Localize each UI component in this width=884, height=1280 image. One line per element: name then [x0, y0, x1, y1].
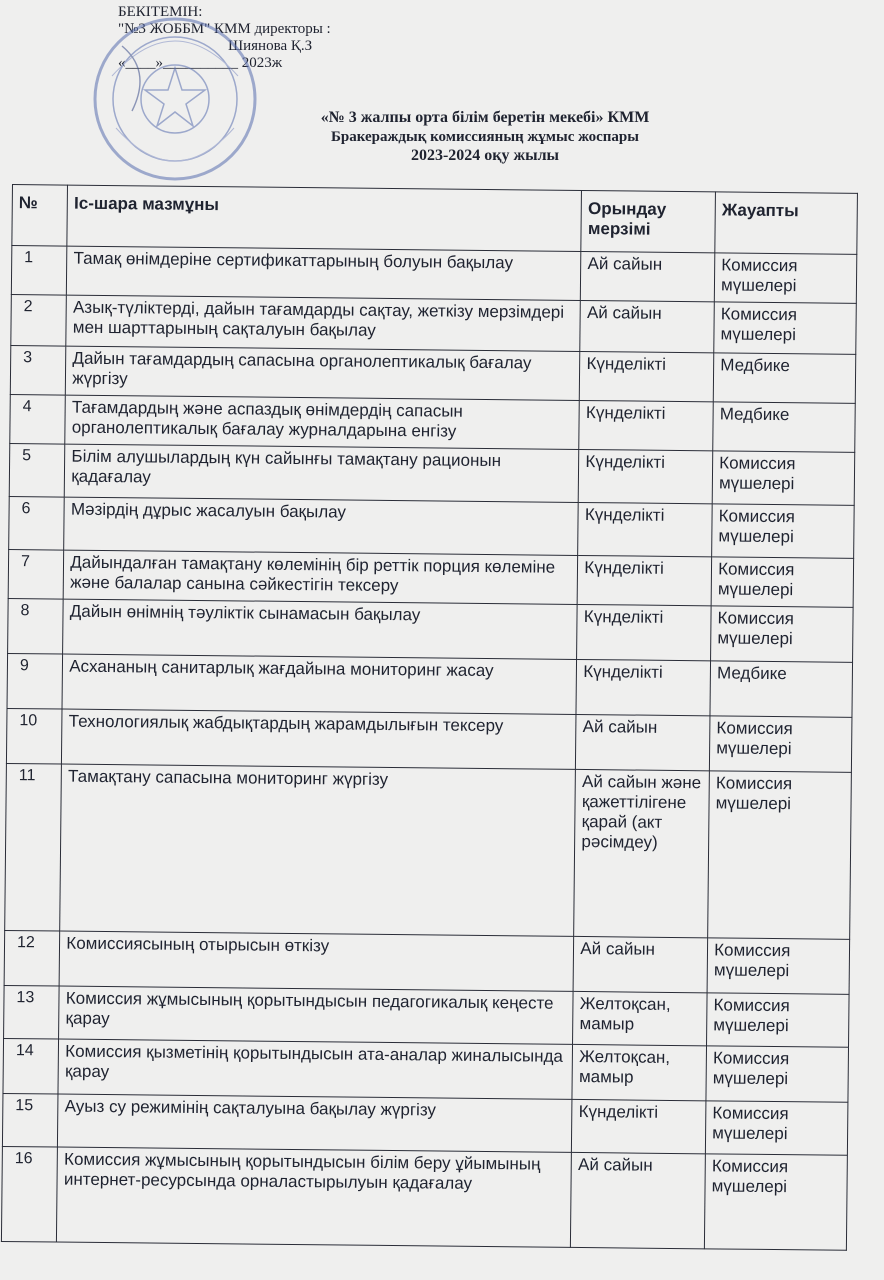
- row-task: Комиссия жұмысының қорытындысын педагогикалық кеңесте қарау: [59, 986, 574, 1044]
- row-number: 14: [3, 1038, 59, 1094]
- row-term: Күнделікті: [578, 502, 712, 556]
- row-task: Тамақтану сапасына мониторинг жүргізу: [60, 764, 576, 936]
- row-responsible: Комиссия мүшелері: [711, 606, 853, 662]
- row-number: 16: [1, 1146, 57, 1242]
- table-row: [8, 598, 854, 662]
- row-term: Ай сайын: [581, 251, 715, 301]
- column-header-task: Іс-шара мазмұны: [67, 185, 582, 251]
- row-responsible: Комиссия мүшелері: [707, 938, 849, 994]
- table-row: [9, 496, 855, 558]
- table-row: [4, 930, 850, 994]
- row-number: 9: [7, 653, 63, 709]
- row-term: Ай сайын: [580, 300, 714, 352]
- row-task: Білім алушылардың күн сайынғы тамақтану рационын қадағалау: [65, 444, 580, 502]
- approval-signature-line: Шиянова Қ.З: [228, 38, 313, 54]
- row-term: Ай сайын: [571, 1152, 706, 1248]
- table-row: [3, 1038, 849, 1102]
- table-row: [1, 1146, 847, 1250]
- row-term: Күнделікті: [577, 604, 711, 660]
- row-number: 8: [8, 598, 64, 654]
- table-row: [8, 549, 853, 607]
- row-term: Ай сайын және қажеттілігене қарай (акт рәсімдеу): [574, 769, 710, 937]
- work-plan-table: [1, 184, 858, 1251]
- row-responsible: Медбике: [713, 353, 855, 403]
- row-number: 6: [9, 496, 65, 550]
- approval-heading: БЕКІТЕМІН:: [118, 4, 203, 20]
- row-number: 2: [11, 294, 67, 346]
- row-term: Күнделікті: [572, 1099, 706, 1153]
- row-responsible: Медбике: [710, 661, 852, 717]
- row-task: Азық-түліктерді, дайын тағамдарды сақтау, жеткізу мерзімдері мен шарттарының сақталуын бақылау: [66, 295, 581, 351]
- row-term: Ай сайын: [573, 936, 707, 992]
- row-number: 11: [5, 763, 62, 931]
- row-task: Технологиялық жабдықтардың жарамдылығын тексеру: [62, 709, 577, 769]
- row-task: Дайын тағамдардың сапасына органолептикалық бағалау жүргізу: [66, 346, 581, 400]
- row-term: Күнделікті: [579, 449, 713, 503]
- column-header-term: Орындау мерзімі: [581, 190, 715, 252]
- row-task: Комиссиясының отырысын өткізу: [59, 931, 574, 991]
- table-row: [2, 1093, 848, 1155]
- table-row: [4, 985, 850, 1047]
- plan-subtitle: Бракераждық комиссияның жұмыс жоспары: [330, 129, 639, 145]
- row-task: Ауыз су режимінің сақталуына бақылау жүргізу: [58, 1094, 573, 1152]
- row-term: Күнделікті: [576, 659, 710, 715]
- row-term: Ай сайын: [576, 714, 710, 770]
- row-term: Күнделікті: [577, 555, 711, 605]
- row-responsible: Комиссия мүшелері: [707, 993, 849, 1047]
- document-header: [250, 108, 720, 166]
- row-number: 15: [2, 1093, 58, 1147]
- academic-year: 2023-2024 оқу жылы: [410, 147, 560, 164]
- table-row: [11, 294, 856, 354]
- table-row: [10, 345, 855, 403]
- table-row: [5, 763, 852, 939]
- row-task: Дайындалған тамақтану көлемінің бір реттік порция көлеміне және балалар санына сәйкестігін тексеру: [63, 550, 578, 604]
- row-task: Тамақ өнімдеріне сертификаттарының болуын бақылау: [67, 246, 582, 300]
- row-responsible: Комиссия мүшелері: [706, 1101, 848, 1155]
- table-row: [7, 653, 853, 717]
- row-responsible: Комиссия мүшелері: [705, 1154, 848, 1250]
- table-header-row: [12, 185, 858, 255]
- table-row: [11, 246, 856, 304]
- table-row: [9, 443, 855, 505]
- official-stamp-icon: [92, 16, 258, 182]
- row-task: Дайын өнімнің тәуліктік сынамасын бақылау: [63, 599, 578, 659]
- row-number: 1: [11, 246, 67, 296]
- row-responsible: Комиссия мүшелері: [708, 771, 852, 939]
- row-task: Комиссия қызметінің қорытындысын ата-аналар жиналысында қарау: [58, 1039, 573, 1099]
- row-responsible: Комиссия мүшелері: [712, 504, 854, 558]
- row-responsible: Комиссия мүшелері: [712, 451, 854, 505]
- row-term: Желтоқсан, мамыр: [572, 1044, 706, 1100]
- row-number: 4: [10, 394, 66, 444]
- row-term: Желтоқсан, мамыр: [573, 991, 707, 1045]
- row-responsible: Комиссия мүшелері: [710, 716, 852, 772]
- approval-org-line: "№3 ЖОББМ" КММ директоры :: [118, 21, 331, 37]
- row-number: 5: [9, 443, 65, 497]
- row-term: Күнделікті: [580, 351, 714, 401]
- row-responsible: Комиссия мүшелері: [714, 302, 856, 354]
- organization-title: «№ 3 жалпы орта білім беретін мекебі» КММ: [320, 109, 650, 126]
- row-responsible: Комиссия мүшелері: [714, 253, 856, 303]
- row-number: 10: [6, 708, 62, 764]
- row-number: 3: [10, 345, 66, 395]
- row-responsible: Комиссия мүшелері: [706, 1046, 848, 1102]
- row-task: Мәзірдің дұрыс жасалуын бақылау: [64, 497, 579, 555]
- row-task: Тағамдардың және аспаздық өнімдердің сапасын органолептикалық бағалау журналдарына енгізу: [65, 395, 580, 449]
- table-row: [10, 394, 855, 452]
- row-responsible: Комиссия мүшелері: [711, 557, 853, 607]
- row-task: Комиссия жұмысының қорытындысын білім беру ұйымының интернет-ресурсында орналастырылуын қадағалау: [57, 1147, 572, 1247]
- column-header-number: №: [12, 185, 68, 247]
- row-responsible: Медбике: [713, 402, 855, 452]
- row-number: 12: [4, 930, 60, 986]
- column-header-responsible: Жауапты: [715, 192, 858, 254]
- row-number: 7: [8, 549, 64, 599]
- row-term: Күнделікті: [579, 400, 713, 450]
- table-row: [6, 708, 852, 772]
- approval-date-line: «____»__________ 2023ж: [118, 55, 283, 71]
- row-number: 13: [4, 985, 60, 1039]
- row-task: Асхананың санитарлық жағдайына мониторинг жасау: [62, 654, 577, 714]
